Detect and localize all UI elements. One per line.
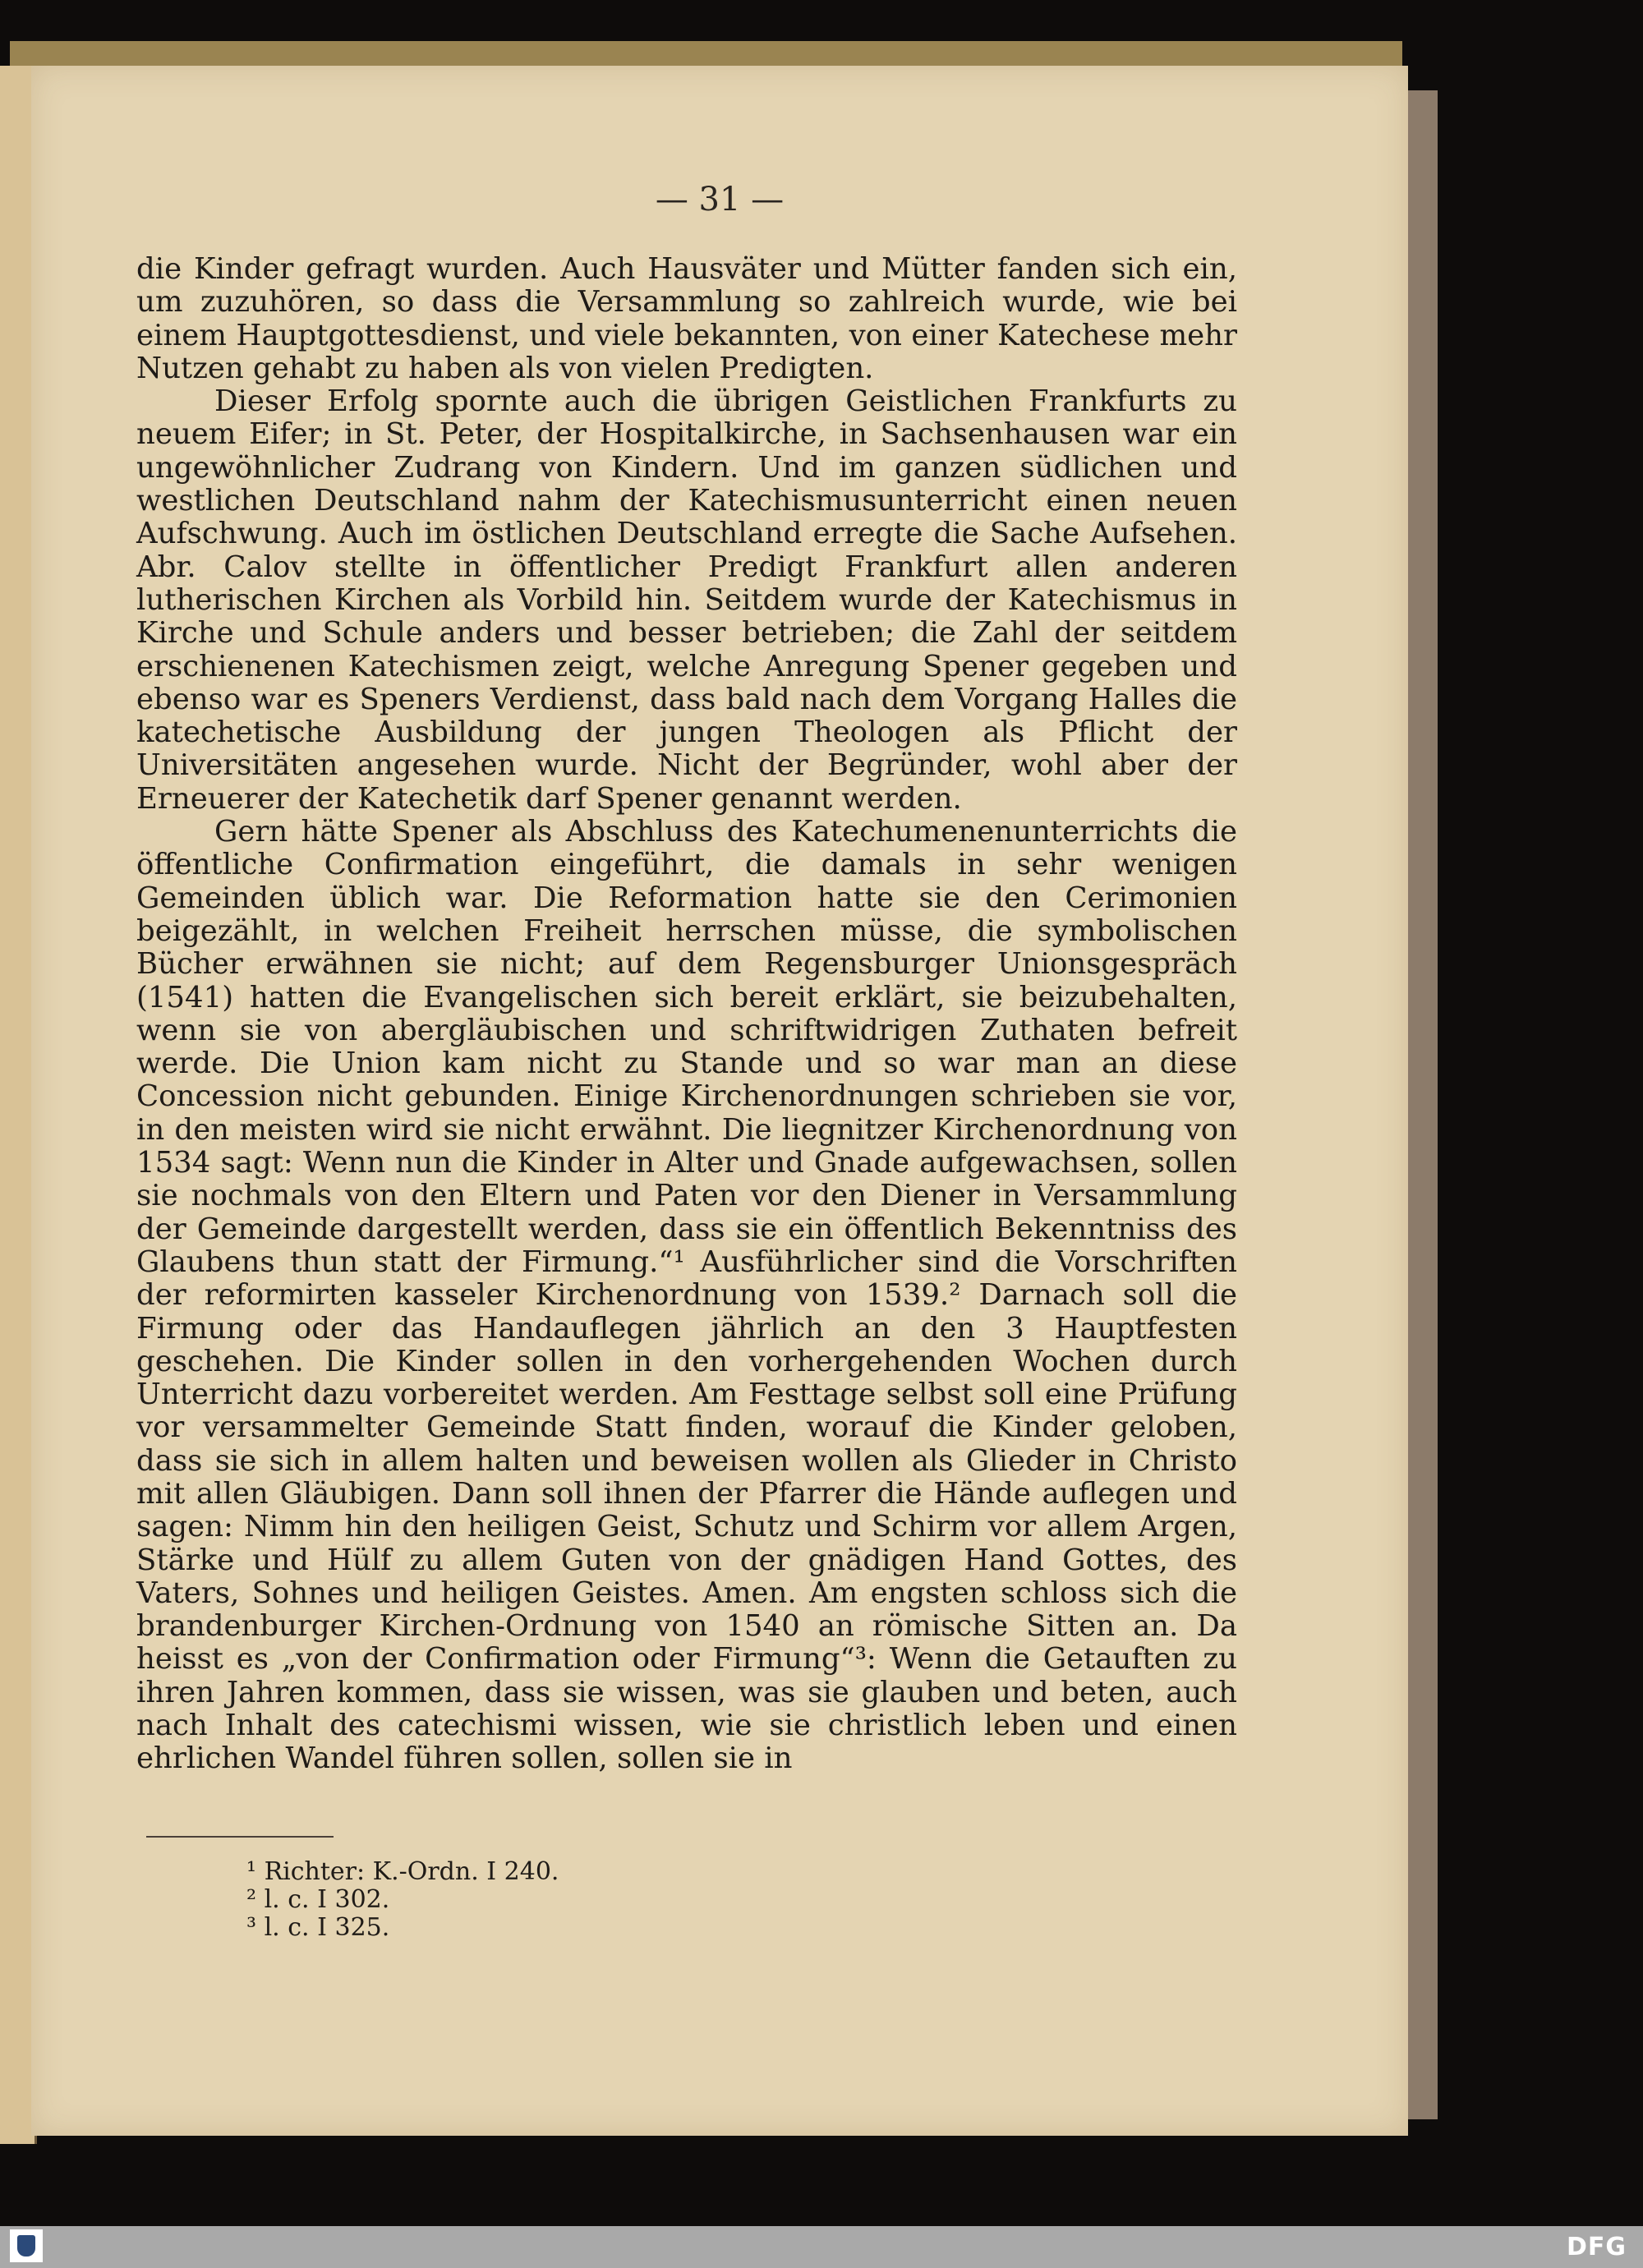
dfg-logo[interactable]: DFG [1566, 2233, 1627, 2261]
paragraph: Dieser Erfolg spornte auch die übrigen Geistlichen Frankfurts zu neuem Eifer; in St. Peter, der Hospitalkirche, in Sachsenhausen war ein ungewöhnlicher Zudrang von Kindern. Und im ganzen südlichen und westlichen Deutschland nahm der Katechismusunterricht einen neuen Aufschwung. Auch im östlichen Deutschland erregte die Sache Aufsehen. Abr. Calov stellte in öffentlicher Predigt Frankfurt allen anderen lutherischen Kirchen als Vorbild hin. Seitdem wurde der Katechismus in Kirche und Schule anders und besser betrieben; die Zahl der seitdem erschienenen Katechismen zeigt, welche Anregung Spener gegeben und ebenso war es Speners Verdienst, dass bald nach dem Vorgang Halles die katechetische Ausbildung der jungen Theologen als Pflicht der Universitäten angesehen wurde. Nicht der Begründer, wohl aber der Erneuerer der Katechetik darf Spener genannt werden. [136, 384, 1237, 816]
library-logo-icon[interactable] [10, 2229, 43, 2262]
footnote-separator [146, 1836, 334, 1838]
paragraph: Gern hätte Spener als Abschluss des Katechumenenunterrichts die öffentliche Confirmation eingeführt, die damals in sehr wenigen Gemeinden üblich war. Die Reformation hatte sie den Cerimonien beigezählt, in welchen Freiheit herrschen müsse, die symbolischen Bücher erwähnen sie nicht; auf dem Regensburger Unionsgespräch (1541) hatten die Evangelischen sich bereit erklärt, sie beizubehalten, wenn sie von abergläubischen und schriftwidrigen Zuthaten befreit werde. Die Union kam nicht zu Stande und so war man an diese Concession nicht gebunden. Einige Kirchenordnungen schrieben sie vor, in den meisten wird sie nicht erwähnt. Die liegnitzer Kirchenordnung von 1534 sagt: Wenn nun die Kinder in Alter und Gnade aufgewachsen, sollen sie nochmals von den Eltern und Paten vor den Diener in Versammlung der Gemeinde dargestellt werden, dass sie ein öffentlich Bekenntniss des Glaubens thun statt der Firmung.“¹ Ausführlicher sind die Vorschriften der reformirten kasseler Kirchenordnung von 1539.² Darnach soll die Firmung oder das Handauflegen jährlich an den 3 Hauptfesten geschehen. Die Kinder sollen in den vorhergehenden Wochen durch Unterricht dazu vorbereitet werden. Am Festtage selbst soll eine Prüfung vor versammelter Gemeinde Statt finden, worauf die Kinder geloben, dass sie sich in allem halten und beweisen wollen als Glieder in Christo mit allen Gläubigen. Dann soll ihnen der Pfarrer die Hände auflegen und sagen: Nimm hin den heiligen Geist, Schutz und Schirm vor allem Argen, Stärke und Hülf zu allem Guten von der gnädigen Hand Gottes, des Vaters, Sohnes und heiligen Geistes. Amen. Am engsten schloss sich die brandenburger Kirchen-Ordnung von 1540 an römische Sitten an. Da heisst es „von der Confirmation oder Firmung“³: Wenn die Getauften zu ihren Jahren kommen, dass sie wissen, was sie glauben und beten, auch nach Inhalt des catechismi wissen, wie sie christlich leben und einen ehrlichen Wandel führen sollen, sollen sie in [136, 815, 1237, 1776]
body-text [136, 253, 1237, 1776]
footnote: ¹ Richter: K.-Ordn. I 240. [246, 1857, 559, 1886]
footnotes [246, 1858, 739, 1942]
page-number: — 31 — [655, 181, 785, 219]
scanned-page [31, 66, 1408, 2136]
paragraph: die Kinder gefragt wurden. Auch Hausväter und Mütter fanden sich ein, um zuzuhören, so dass die Versammlung so zahlreich wurde, wie bei einem Hauptgottesdienst, und viele bekannten, von einer Katechese mehr Nutzen gehabt zu haben als von vielen Predigten. [136, 252, 1237, 385]
viewer-footer [0, 2226, 1643, 2268]
footnote: ² l. c. I 302. [246, 1885, 390, 1914]
footnote: ³ l. c. I 325. [246, 1913, 390, 1942]
